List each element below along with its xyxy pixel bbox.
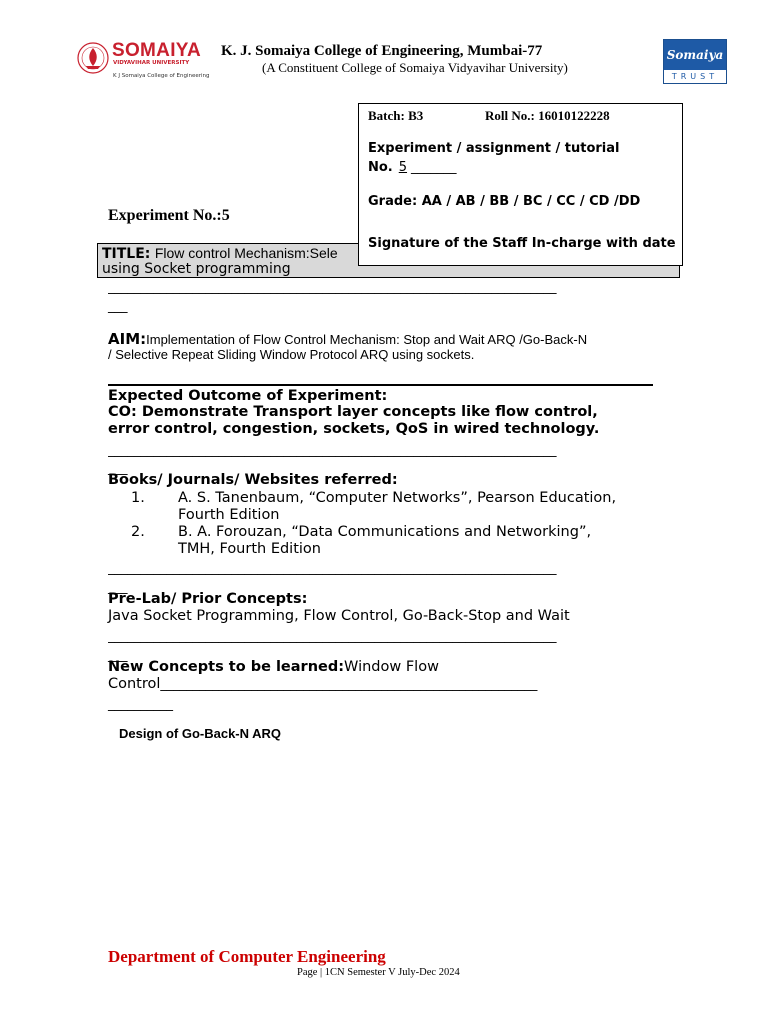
title-text-line1: Flow control Mechanism:Sele bbox=[154, 245, 338, 261]
book-2-line1: B. A. Forouzan, “Data Communications and Networking”, bbox=[178, 524, 592, 540]
info-box bbox=[358, 103, 683, 266]
separator-line: _____________________________________________________________________ bbox=[108, 561, 557, 576]
logo-college: K J Somaiya College of Engineering bbox=[113, 73, 210, 79]
college-title: K. J. Somaiya College of Engineering, Mumbai-77 bbox=[221, 43, 543, 59]
book-2-line2: TMH, Fourth Edition bbox=[178, 541, 321, 557]
experiment-label: Experiment / assignment / tutorial bbox=[368, 141, 620, 156]
college-subtitle: (A Constituent College of Somaiya Vidyavihar University) bbox=[262, 60, 568, 75]
batch: Batch: B3 bbox=[368, 108, 424, 123]
separator-tail: ___ bbox=[108, 299, 128, 314]
new-concepts-heading: New Concepts to be learned: bbox=[108, 659, 345, 675]
somaiya-trust-logo bbox=[663, 39, 727, 84]
book-2-number: 2. bbox=[131, 524, 145, 540]
separator-tail: ___ bbox=[108, 648, 128, 663]
title-label: TITLE: bbox=[102, 246, 151, 262]
new-concepts-line2 bbox=[108, 676, 662, 692]
title-text-line2: using Socket programming bbox=[102, 261, 291, 277]
number-value: 5 bbox=[398, 160, 408, 175]
new-concepts-text-line2: Control bbox=[108, 676, 161, 692]
new-concepts-line1 bbox=[108, 659, 439, 675]
aim-line1-wrap bbox=[108, 329, 587, 348]
separator-line: _____________________________________________________________________ bbox=[108, 280, 557, 295]
somaiya-logo bbox=[76, 40, 216, 84]
new-concepts-text-line1: Window Flow bbox=[344, 659, 439, 675]
separator-tail: __________ bbox=[108, 697, 173, 712]
separator-line: _____________________________________________________________________ bbox=[108, 629, 557, 644]
logo-subtitle: VIDYAVIHAR UNIVERSITY bbox=[113, 60, 190, 66]
department-name: Department of Computer Engineering bbox=[108, 947, 386, 966]
book-1-line2: Fourth Edition bbox=[178, 507, 280, 523]
aim-label: AIM: bbox=[108, 330, 147, 348]
somaiya-emblem-icon bbox=[76, 40, 110, 80]
experiment-number-line bbox=[368, 160, 457, 175]
outcome-co-line2: error control, congestion, sockets, QoS in wired technology. bbox=[108, 421, 600, 437]
aim-text-line2: / Selective Repeat Sliding Window Protocol ARQ using sockets. bbox=[108, 347, 475, 362]
separator-line: _____________________________________________________________________ bbox=[108, 443, 557, 458]
logo-name: SOMAIYA bbox=[112, 40, 202, 61]
outcome-rule bbox=[108, 384, 653, 386]
prelab-text: Java Socket Programming, Flow Control, Go-Back-Stop and Wait bbox=[108, 608, 570, 624]
trust-logo-label: TRUST bbox=[671, 72, 719, 81]
separator-tail: ___ bbox=[108, 580, 128, 595]
separator-tail: ___ bbox=[108, 461, 128, 476]
books-heading: Books/ Journals/ Websites referred: bbox=[108, 472, 398, 488]
experiment-number: Experiment No.:5 bbox=[108, 207, 230, 224]
number-label: No. bbox=[368, 160, 393, 175]
grade-options: Grade: AA / AB / BB / BC / CC / CD /DD bbox=[368, 194, 641, 209]
outcome-co-line1: CO: Demonstrate Transport layer concepts like flow control, bbox=[108, 404, 598, 420]
prelab-heading: Pre-Lab/ Prior Concepts: bbox=[108, 591, 308, 607]
aim-text-line1: Implementation of Flow Control Mechanism: Stop and Wait ARQ /Go-Back-N bbox=[146, 332, 588, 347]
roll-number: Roll No.: 16010122228 bbox=[485, 108, 610, 123]
trust-logo-word: Somaiya bbox=[664, 40, 726, 70]
book-1-number: 1. bbox=[131, 490, 145, 506]
book-1-line1: A. S. Tanenbaum, “Computer Networks”, Pearson Education, bbox=[178, 490, 617, 506]
page-info: Page | 1CN Semester V July-Dec 2024 bbox=[297, 967, 460, 978]
number-blank: _______ bbox=[411, 160, 457, 175]
design-heading: Design of Go-Back-N ARQ bbox=[119, 726, 282, 741]
outcome-heading: Expected Outcome of Experiment: bbox=[108, 388, 388, 404]
signature-label: Signature of the Staff In-charge with date bbox=[368, 236, 676, 251]
separator-line: __________________________________________________________ bbox=[160, 677, 538, 692]
